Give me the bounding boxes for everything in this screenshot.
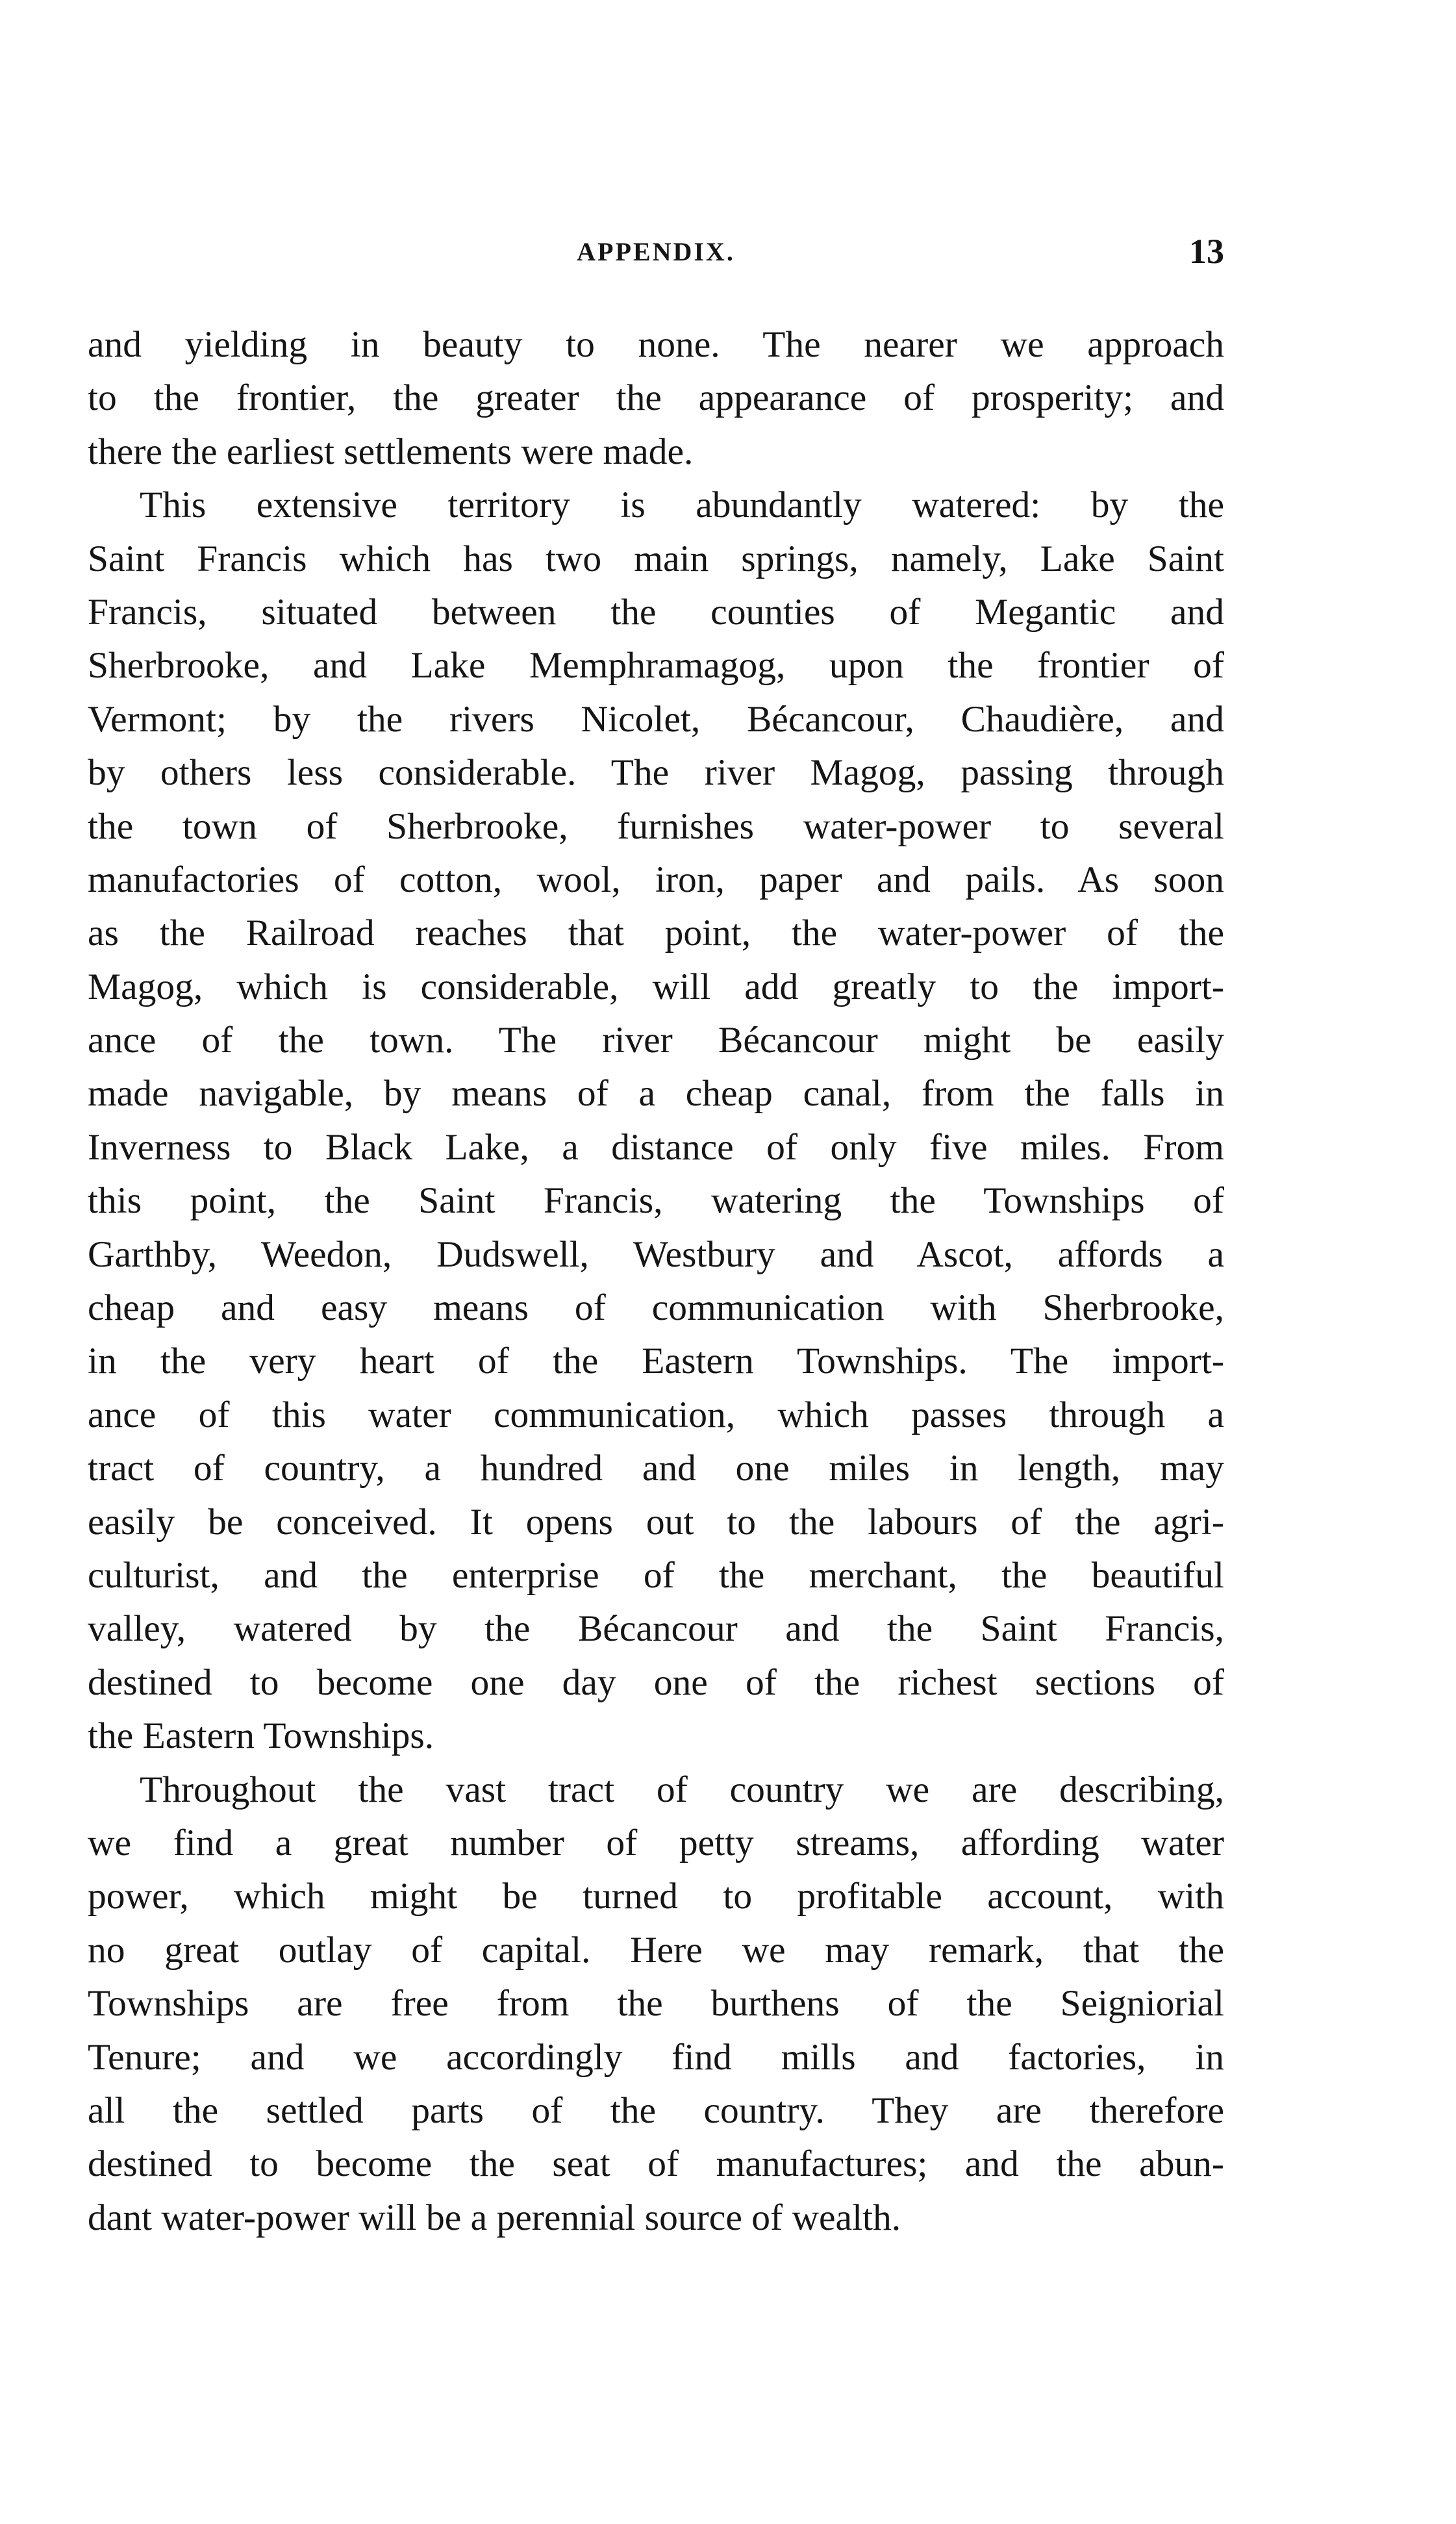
text-line: destined to become one day one of the richest sections of — [88, 1661, 1224, 1703]
text-line: dant water-power will be a perennial source of wealth. — [88, 2197, 901, 2238]
text-line: Throughout the vast tract of country we are describing, — [140, 1769, 1224, 1810]
text-line: culturist, and the enterprise of the merchant, the beautiful — [88, 1554, 1224, 1596]
text-line: easily be conceived. It opens out to the labours of the agri- — [88, 1501, 1224, 1543]
text-line: there the earliest settlements were made. — [88, 431, 694, 472]
running-head: APPENDIX. — [577, 237, 735, 266]
text-line: destined to become the seat of manufactures; and the abun- — [88, 2143, 1224, 2185]
text-line: this point, the Saint Francis, watering the Townships of — [88, 1180, 1224, 1222]
text-line: Francis, situated between the counties of Megantic and — [88, 591, 1224, 633]
text-line: Townships are free from the burthens of the Seigniorial — [88, 1983, 1224, 2025]
text-line: Garthby, Weedon, Dudswell, Westbury and Ascot, affords a — [88, 1233, 1224, 1275]
text-line: Sherbrooke, and Lake Memphramagog, upon the frontier of — [88, 645, 1224, 687]
text-line: This extensive territory is abundantly watered: by the — [140, 485, 1224, 526]
text-line: valley, watered by the Bécancour and the Saint Francis, — [88, 1608, 1224, 1650]
text-line: no great outlay of capital. Here we may remark, that the — [88, 1929, 1224, 1971]
text-line: in the very heart of the Eastern Townships. The import- — [88, 1341, 1224, 1382]
text-line: the Eastern Townships. — [88, 1715, 434, 1757]
text-line: Saint Francis which has two main springs, namely, Lake Saint — [88, 538, 1224, 579]
text-line: as the Railroad reaches that point, the water-power of the — [88, 913, 1224, 954]
text-line: power, which might be turned to profitable account, with — [88, 1876, 1224, 1917]
text-line: to the frontier, the greater the appearance of prosperity; and — [88, 377, 1224, 419]
page-header — [88, 231, 1224, 277]
body-text — [88, 318, 1224, 2245]
text-line: tract of country, a hundred and one miles in length, may — [88, 1448, 1224, 1489]
text-line: ance of the town. The river Bécancour might be easily — [88, 1020, 1224, 1061]
text-line: made navigable, by means of a cheap canal, from the falls in — [88, 1073, 1224, 1115]
paragraph — [88, 479, 1224, 1763]
text-line: ance of this water communication, which passes through a — [88, 1394, 1224, 1435]
text-line: the town of Sherbrooke, furnishes water-power to several — [88, 805, 1224, 847]
text-line: and yielding in beauty to none. The nearer we approach — [88, 324, 1224, 365]
text-line: we find a great number of petty streams, affording water — [88, 1822, 1224, 1863]
paragraph — [88, 318, 1224, 479]
text-line: Tenure; and we accordingly find mills and factories, in — [88, 2036, 1224, 2078]
page-number: 13 — [1189, 232, 1224, 271]
paragraph — [88, 1763, 1224, 2245]
text-line: manufactories of cotton, wool, iron, paper and pails. As soon — [88, 859, 1224, 900]
text-line: all the settled parts of the country. They are therefore — [88, 2089, 1224, 2131]
text-line: Inverness to Black Lake, a distance of only five miles. From — [88, 1126, 1224, 1168]
text-line: Vermont; by the rivers Nicolet, Bécancour, Chaudière, and — [88, 698, 1224, 740]
text-line: Magog, which is considerable, will add greatly to the import- — [88, 966, 1224, 1007]
text-line: cheap and easy means of communication with Sherbrooke, — [88, 1287, 1224, 1329]
text-line: by others less considerable. The river Magog, passing through — [88, 752, 1224, 794]
